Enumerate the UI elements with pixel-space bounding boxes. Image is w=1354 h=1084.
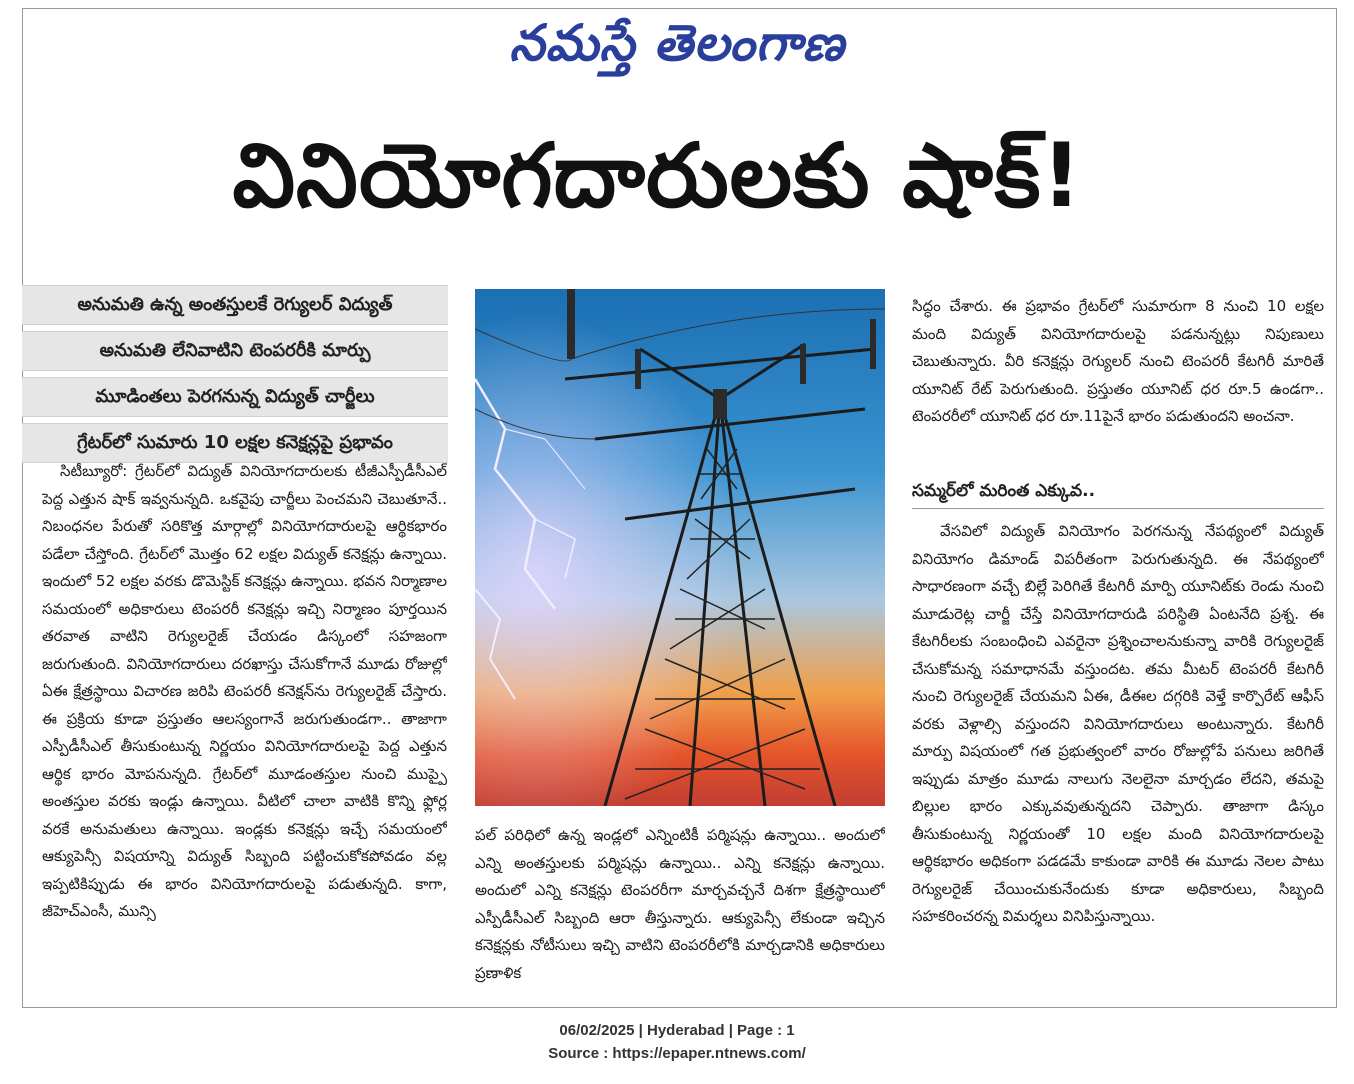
subheading-3: మూడింతలు పెరగనున్న విద్యుత్ చార్జీలు bbox=[22, 377, 448, 417]
article-column-3-bottom bbox=[912, 518, 1324, 993]
subheadings bbox=[22, 285, 448, 469]
article-paragraph: సిటీబ్యూరో: గ్రేటర్‌లో విద్యుత్ వినియోగదారులకు టీజీఎస్పీడీసీఎల్ పెద్ద ఎత్తున షాక్ ఇవ్వనున్నది. ఒకవైపు చార్జీలు పెంచమని చెబుతూనే.. నిబంధనల పేరుతో సరికొత్త మార్గాల్లో వినియోగదారులపై ఆర్థికభారం పడేలా చేస్తోంది. గ్రేటర్‌లో మొత్తం 62 లక్షల విద్యుత్ కనెక్షన్లు ఉన్నాయి. ఇందులో 52 లక్షల వరకు డొమెస్టిక్ కనెక్షన్లు ఉన్నాయి. భవన నిర్మాణాల సమయంలో అధికారులు టెంపరరీ కనెక్షన్లు ఇచ్చి నిర్మాణం పూర్తయిన తరవాత వాటిని రెగ్యులరైజ్ చేయడం డిస్కంలో సహజంగా జరుగుతుంది. వినియోగదారులు దరఖాస్తు చేసుకోగానే మూడు రోజుల్లో ఏఈ క్షేత్రస్థాయి విచారణ జరిపి టెంపరరీ కనెక్షన్‌ను రెగ్యులరైజ్ చేస్తారు. ఈ ప్రక్రియ కూడా ప్రస్తుతం ఆలస్యంగానే జరుగుతుండగా.. తాజాగా ఎస్పీడీసీఎల్ తీసుకుంటున్న నిర్ణయం వినియోగదారులపై పెద్ద ఎత్తున ఆర్థిక భారం మోపనున్నది. గ్రేటర్‌లో మూడంతస్తుల నుంచి ముప్పై అంతస్తుల వరకు ఇండ్లు ఉన్నాయి. వీటిలో చాలా వాటికి కొన్ని ఫ్లోర్ల వరకే అనుమతులు ఉన్నాయి. ఇండ్లకు కనెక్షన్లు ఇచ్చే సమయంలో ఆక్యుపెన్సీ విషయాన్ని విద్యుత్ సిబ్బంది పట్టించుకోకపోవడం వల్ల ఇప్పటికిప్పుడు ఈ భారం వినియోగదారులపై పడుతున్నది. కాగా, జీహెచ్‌ఎంసీ, మున్సి bbox=[42, 462, 447, 920]
article-paragraph: సిద్ధం చేశారు. ఈ ప్రభావం గ్రేటర్‌లో సుమారుగా 8 నుంచి 10 లక్షల మంది విద్యుత్ వినియోగదారులపై పడనున్నట్లు నిపుణులు చెబుతున్నారు. వీరి కనెక్షన్లు రెగ్యులర్ నుంచి టెంపరరీ కేటగిరీ మారితే యూనిట్ రేట్ పెరుగుతుంది. ప్రస్తుతం యూనిట్ ధర రూ.5 ఉండగా.. టెంపరరీలో యూనిట్ ధర రూ.11పైనే భారం పడుతుందని అంచనా. bbox=[912, 297, 1324, 425]
power-tower-photo bbox=[475, 289, 885, 806]
section-subtitle: సమ్మర్‌లో మరింత ఎక్కువ.. bbox=[912, 481, 1096, 501]
page-footer bbox=[0, 1019, 1354, 1065]
article-paragraph: పల్ పరిధిలో ఉన్న ఇండ్లలో ఎన్నింటికీ పర్మిషన్లు ఉన్నాయి.. అందులో ఎన్ని అంతస్తులకు పర్మిషన్లు ఉన్నాయి.. ఎన్ని కనెక్షన్లు ఉన్నాయి. అందులో ఎన్ని కనెక్షన్లు టెంపరరీగా మార్చవచ్చనే దిశగా క్షేత్రస్థాయిలో ఎస్పీడీసీఎల్ సిబ్బంది ఆరా తీస్తున్నారు. ఆక్యుపెన్సీ లేకుండా ఇచ్చిన కనెక్షన్లకు నోటీసులు ఇచ్చి వాటిని టెంపరరీలోకి మార్చడానికి అధికారులు ప్రణాళిక bbox=[475, 826, 885, 982]
article-paragraph: వేసవిలో విద్యుత్ వినియోగం పెరగనున్న నేపథ్యంలో విద్యుత్ వినియోగం డిమాండ్ విపరీతంగా పెరుగుతున్నది. ఈ నేపథ్యంలో సాధారణంగా వచ్చే బిల్లే పెరిగితే కేటగిరీ మార్పి యూనిట్‌కు రెండు నుంచి మూడురెట్ల చార్జీ చేస్తే వినియోగదారుడి పరిస్థితి ఏంటనేది ప్రశ్న. ఈ కేటగిరీలకు సంబంధించి ఎవరైనా ప్రశ్నించాలనుకున్నా వారికి రెగ్యులరైజ్ చేసుకోమన్న సమాధానమే వస్తుందట. తమ మీటర్ టెంపరరీ కేటగిరీ నుంచి రెగ్యులరైజ్ చేయమని ఏఈ, డీఈల దగ్గరికి వెళ్తే కార్పొరేట్ ఆఫీస్ వరకు వెళ్లాల్సి వస్తుందని వినియోగదారులు అంటున్నారు. కేటగిరీ మార్పు విషయంలో గత ప్రభుత్వంలో వారం రోజుల్లోపే పనులు జరిగితే ఇప్పుడు మాత్రం మూడు నాలుగు నెలలైనా మార్చడం లేదని, తమపై బిల్లుల భారం ఎక్కువవుతున్నదని చెప్పారు. తాజాగా డిస్కం తీసుకుంటున్న నిర్ణయంతో 10 లక్షల మంది వినియోగదారులపై ఆర్థికభారం అధికంగా పడడమే కాకుండా వారికి ఈ మూడు నెలల పాటు రెగ్యులరైజ్ చేయించుకునేందుకు కూడా అధికారులు, సిబ్బంది సహకరించరన్న విమర్శలు వినిపిస్తున్నాయి. bbox=[912, 522, 1324, 925]
masthead-logo: నమస్తే తెలంగాణ bbox=[509, 14, 845, 72]
subheading-2: అనుమతి లేనివాటిని టెంపరరీకి మార్పు bbox=[22, 331, 448, 371]
subheading-4: గ్రేటర్‌లో సుమారు 10 లక్షల కనెక్షన్లపై ప్రభావం bbox=[22, 423, 448, 463]
footer-date-line: 06/02/2025 | Hyderabad | Page : 1 bbox=[559, 1022, 795, 1039]
article-column-1 bbox=[42, 458, 447, 988]
footer-source-link[interactable]: Source : https://epaper.ntnews.com/ bbox=[548, 1045, 806, 1062]
subheading-1: అనుమతి ఉన్న అంతస్తులకే రెగ్యులర్ విద్యుత్ bbox=[22, 285, 448, 325]
section-divider bbox=[912, 508, 1324, 509]
article-column-2 bbox=[475, 822, 885, 992]
headline: వినియోగదారులకు షాక్! bbox=[232, 124, 1083, 227]
article-column-3-top bbox=[912, 293, 1324, 463]
